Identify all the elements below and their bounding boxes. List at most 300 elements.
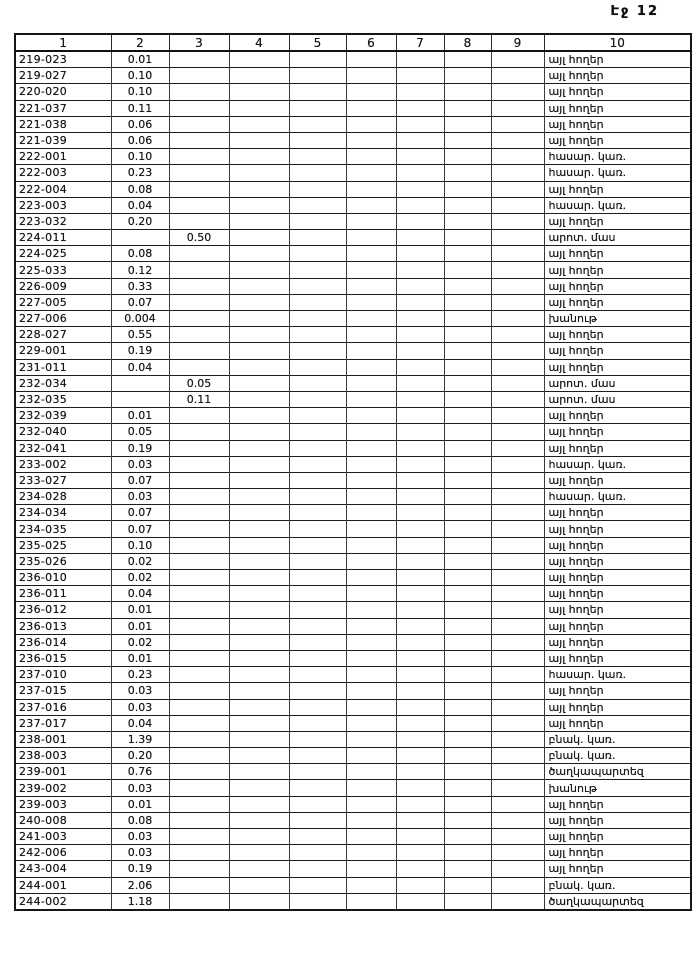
cell-empty xyxy=(396,699,444,715)
cell-empty xyxy=(229,602,289,618)
cell-empty xyxy=(289,132,346,148)
cell-empty xyxy=(229,796,289,812)
cell-area-col3 xyxy=(169,877,229,893)
cell-area-col3 xyxy=(169,100,229,116)
cell-empty xyxy=(444,440,491,456)
cell-area-col3 xyxy=(169,553,229,569)
cell-empty xyxy=(346,327,396,343)
cell-empty xyxy=(346,553,396,569)
cell-empty xyxy=(346,84,396,100)
cell-empty xyxy=(491,213,544,229)
cell-empty xyxy=(229,149,289,165)
cell-empty xyxy=(491,893,544,910)
cell-empty xyxy=(229,877,289,893)
cell-empty xyxy=(346,246,396,262)
cell-empty xyxy=(229,181,289,197)
cell-empty xyxy=(396,618,444,634)
cell-empty xyxy=(491,197,544,213)
cell-area-col3 xyxy=(169,650,229,666)
cell-parcel-id: 219-027 xyxy=(15,68,111,84)
cell-empty xyxy=(229,618,289,634)
cell-parcel-id: 232-035 xyxy=(15,391,111,407)
cell-empty xyxy=(229,246,289,262)
cell-land-use: այլ հողեր xyxy=(544,812,691,828)
cell-area-col3 xyxy=(169,829,229,845)
cell-empty xyxy=(229,553,289,569)
cell-area-col2: 0.02 xyxy=(111,553,169,569)
cell-area-col2: 0.07 xyxy=(111,294,169,310)
cell-empty xyxy=(444,100,491,116)
cell-empty xyxy=(346,829,396,845)
cell-empty xyxy=(289,667,346,683)
cell-empty xyxy=(444,780,491,796)
cell-empty xyxy=(289,100,346,116)
cell-empty xyxy=(396,650,444,666)
cell-parcel-id: 240-008 xyxy=(15,812,111,828)
cell-empty xyxy=(346,100,396,116)
cell-empty xyxy=(229,424,289,440)
cell-land-use: այլ հողեր xyxy=(544,132,691,148)
cell-empty xyxy=(444,132,491,148)
cell-empty xyxy=(229,100,289,116)
table-row xyxy=(15,343,691,359)
table-row xyxy=(15,780,691,796)
cell-empty xyxy=(289,845,346,861)
cell-empty xyxy=(289,278,346,294)
cell-land-use: այլ հողեր xyxy=(544,699,691,715)
cell-empty xyxy=(289,861,346,877)
cell-parcel-id: 234-035 xyxy=(15,521,111,537)
cell-empty xyxy=(444,715,491,731)
cell-empty xyxy=(289,311,346,327)
cell-empty xyxy=(396,715,444,731)
cell-empty xyxy=(491,311,544,327)
cell-empty xyxy=(229,456,289,472)
cell-empty xyxy=(229,650,289,666)
cell-parcel-id: 232-041 xyxy=(15,440,111,456)
cell-area-col3 xyxy=(169,408,229,424)
cell-empty xyxy=(491,618,544,634)
cell-area-col2: 0.19 xyxy=(111,861,169,877)
cell-empty xyxy=(289,84,346,100)
cell-land-use: ծաղկապարտեզ xyxy=(544,893,691,910)
cell-empty xyxy=(396,262,444,278)
cell-area-col2: 0.11 xyxy=(111,100,169,116)
column-header-6: 6 xyxy=(346,34,396,51)
cell-empty xyxy=(444,311,491,327)
column-header-3: 3 xyxy=(169,34,229,51)
cell-area-col2: 0.07 xyxy=(111,505,169,521)
cell-parcel-id: 237-010 xyxy=(15,667,111,683)
cell-empty xyxy=(491,845,544,861)
cell-empty xyxy=(444,634,491,650)
table-row xyxy=(15,68,691,84)
cell-parcel-id: 239-003 xyxy=(15,796,111,812)
cell-area-col2: 0.05 xyxy=(111,424,169,440)
cell-area-col3 xyxy=(169,602,229,618)
cell-empty xyxy=(346,213,396,229)
cell-empty xyxy=(491,634,544,650)
cell-empty xyxy=(491,359,544,375)
cell-parcel-id: 234-028 xyxy=(15,489,111,505)
cell-area-col3 xyxy=(169,197,229,213)
cell-parcel-id: 232-034 xyxy=(15,375,111,391)
table-row xyxy=(15,375,691,391)
cell-land-use: այլ հողեր xyxy=(544,68,691,84)
cell-empty xyxy=(346,165,396,181)
cell-empty xyxy=(396,327,444,343)
cell-empty xyxy=(491,440,544,456)
cell-land-use: այլ հողեր xyxy=(544,294,691,310)
cell-area-col3 xyxy=(169,213,229,229)
cell-area-col3 xyxy=(169,537,229,553)
cell-empty xyxy=(491,327,544,343)
cell-land-use: այլ հողեր xyxy=(544,602,691,618)
cell-empty xyxy=(491,149,544,165)
cell-area-col2: 0.03 xyxy=(111,780,169,796)
cell-empty xyxy=(396,472,444,488)
cell-parcel-id: 236-015 xyxy=(15,650,111,666)
cell-area-col2: 0.04 xyxy=(111,586,169,602)
cell-area-col2: 0.03 xyxy=(111,489,169,505)
cell-area-col2: 0.01 xyxy=(111,602,169,618)
cell-empty xyxy=(396,68,444,84)
cell-empty xyxy=(491,424,544,440)
cell-parcel-id: 225-033 xyxy=(15,262,111,278)
cell-empty xyxy=(491,246,544,262)
cell-empty xyxy=(346,440,396,456)
cell-empty xyxy=(444,748,491,764)
cell-parcel-id: 222-004 xyxy=(15,181,111,197)
cell-empty xyxy=(444,197,491,213)
cell-empty xyxy=(396,667,444,683)
cell-parcel-id: 241-003 xyxy=(15,829,111,845)
cell-land-use: այլ հողեր xyxy=(544,715,691,731)
cell-area-col3 xyxy=(169,165,229,181)
page-number-label: Էջ 12 xyxy=(610,4,659,19)
cell-empty xyxy=(444,586,491,602)
cell-empty xyxy=(229,84,289,100)
cell-empty xyxy=(229,311,289,327)
cell-parcel-id: 239-002 xyxy=(15,780,111,796)
parcel-table xyxy=(14,33,692,911)
column-header-10: 10 xyxy=(544,34,691,51)
cell-empty xyxy=(444,602,491,618)
table-row xyxy=(15,440,691,456)
table-row xyxy=(15,650,691,666)
cell-empty xyxy=(229,505,289,521)
cell-empty xyxy=(491,796,544,812)
cell-empty xyxy=(396,796,444,812)
cell-parcel-id: 221-038 xyxy=(15,116,111,132)
cell-area-col2: 0.20 xyxy=(111,748,169,764)
cell-land-use: այլ հողեր xyxy=(544,861,691,877)
cell-empty xyxy=(396,505,444,521)
cell-area-col3 xyxy=(169,796,229,812)
cell-empty xyxy=(396,570,444,586)
cell-parcel-id: 228-027 xyxy=(15,327,111,343)
cell-area-col2: 1.18 xyxy=(111,893,169,910)
cell-empty xyxy=(396,311,444,327)
cell-empty xyxy=(491,650,544,666)
cell-land-use: բնակ. կառ. xyxy=(544,748,691,764)
cell-empty xyxy=(289,51,346,68)
cell-parcel-id: 232-039 xyxy=(15,408,111,424)
cell-parcel-id: 235-026 xyxy=(15,553,111,569)
cell-land-use: ծաղկապարտեզ xyxy=(544,764,691,780)
cell-empty xyxy=(346,764,396,780)
table-row xyxy=(15,327,691,343)
table-row xyxy=(15,505,691,521)
cell-land-use: արոտ. մաս xyxy=(544,230,691,246)
cell-land-use: այլ հողեր xyxy=(544,408,691,424)
cell-empty xyxy=(396,764,444,780)
cell-empty xyxy=(229,586,289,602)
cell-empty xyxy=(491,505,544,521)
column-header-7: 7 xyxy=(396,34,444,51)
cell-area-col3 xyxy=(169,278,229,294)
cell-empty xyxy=(396,748,444,764)
cell-empty xyxy=(444,165,491,181)
table-row xyxy=(15,715,691,731)
cell-land-use: հասար. կառ. xyxy=(544,165,691,181)
cell-empty xyxy=(491,537,544,553)
cell-empty xyxy=(444,699,491,715)
table-row xyxy=(15,262,691,278)
cell-empty xyxy=(229,51,289,68)
cell-area-col3: 0.11 xyxy=(169,391,229,407)
cell-empty xyxy=(229,748,289,764)
table-row xyxy=(15,796,691,812)
cell-empty xyxy=(346,424,396,440)
cell-empty xyxy=(491,116,544,132)
cell-land-use: այլ հողեր xyxy=(544,84,691,100)
cell-empty xyxy=(346,650,396,666)
cell-empty xyxy=(396,634,444,650)
cell-area-col3 xyxy=(169,586,229,602)
cell-land-use: այլ հողեր xyxy=(544,246,691,262)
cell-empty xyxy=(491,877,544,893)
cell-parcel-id: 227-005 xyxy=(15,294,111,310)
table-row xyxy=(15,748,691,764)
table-row xyxy=(15,116,691,132)
cell-parcel-id: 223-003 xyxy=(15,197,111,213)
table-header-row xyxy=(15,34,691,51)
cell-empty xyxy=(396,51,444,68)
cell-empty xyxy=(396,893,444,910)
table-row xyxy=(15,149,691,165)
cell-empty xyxy=(396,553,444,569)
column-header-4: 4 xyxy=(229,34,289,51)
cell-empty xyxy=(444,456,491,472)
cell-empty xyxy=(346,68,396,84)
table-row xyxy=(15,165,691,181)
cell-empty xyxy=(444,213,491,229)
cell-land-use: այլ հողեր xyxy=(544,278,691,294)
table-row xyxy=(15,489,691,505)
cell-land-use: արոտ. մաս xyxy=(544,391,691,407)
cell-empty xyxy=(444,650,491,666)
cell-empty xyxy=(444,246,491,262)
cell-empty xyxy=(491,521,544,537)
cell-empty xyxy=(346,699,396,715)
cell-empty xyxy=(229,715,289,731)
cell-parcel-id: 234-034 xyxy=(15,505,111,521)
cell-parcel-id: 236-012 xyxy=(15,602,111,618)
cell-empty xyxy=(491,667,544,683)
cell-empty xyxy=(491,586,544,602)
table-row xyxy=(15,618,691,634)
table-row xyxy=(15,586,691,602)
cell-empty xyxy=(346,715,396,731)
cell-empty xyxy=(289,375,346,391)
cell-empty xyxy=(491,181,544,197)
cell-empty xyxy=(346,893,396,910)
cell-empty xyxy=(491,748,544,764)
cell-land-use: հասար. կառ. xyxy=(544,456,691,472)
table-body xyxy=(15,51,691,910)
cell-land-use: այլ հողեր xyxy=(544,424,691,440)
cell-area-col2: 0.10 xyxy=(111,68,169,84)
cell-area-col3 xyxy=(169,731,229,747)
cell-empty xyxy=(444,845,491,861)
cell-empty xyxy=(229,489,289,505)
cell-area-col2: 0.07 xyxy=(111,521,169,537)
cell-area-col3 xyxy=(169,132,229,148)
cell-empty xyxy=(289,602,346,618)
cell-empty xyxy=(444,359,491,375)
cell-land-use: այլ հողեր xyxy=(544,521,691,537)
cell-empty xyxy=(491,230,544,246)
cell-empty xyxy=(444,537,491,553)
cell-area-col2: 0.20 xyxy=(111,213,169,229)
cell-parcel-id: 238-003 xyxy=(15,748,111,764)
cell-empty xyxy=(346,359,396,375)
cell-empty xyxy=(396,246,444,262)
cell-empty xyxy=(491,68,544,84)
cell-empty xyxy=(491,278,544,294)
cell-empty xyxy=(346,181,396,197)
cell-empty xyxy=(346,667,396,683)
cell-parcel-id: 222-003 xyxy=(15,165,111,181)
cell-parcel-id: 243-004 xyxy=(15,861,111,877)
cell-empty xyxy=(444,731,491,747)
cell-parcel-id: 233-027 xyxy=(15,472,111,488)
cell-empty xyxy=(396,343,444,359)
cell-empty xyxy=(229,375,289,391)
cell-parcel-id: 219-023 xyxy=(15,51,111,68)
cell-empty xyxy=(444,84,491,100)
cell-empty xyxy=(229,68,289,84)
cell-empty xyxy=(444,764,491,780)
cell-area-col2: 0.03 xyxy=(111,829,169,845)
cell-empty xyxy=(346,132,396,148)
cell-empty xyxy=(396,230,444,246)
cell-empty xyxy=(289,181,346,197)
cell-parcel-id: 224-011 xyxy=(15,230,111,246)
cell-area-col3 xyxy=(169,683,229,699)
cell-empty xyxy=(491,408,544,424)
cell-empty xyxy=(396,116,444,132)
cell-land-use: այլ հողեր xyxy=(544,440,691,456)
cell-area-col3 xyxy=(169,51,229,68)
cell-empty xyxy=(491,343,544,359)
cell-empty xyxy=(289,715,346,731)
table-row xyxy=(15,877,691,893)
cell-area-col2: 0.76 xyxy=(111,764,169,780)
cell-empty xyxy=(491,829,544,845)
cell-empty xyxy=(289,68,346,84)
cell-empty xyxy=(444,829,491,845)
cell-empty xyxy=(346,570,396,586)
cell-land-use: բնակ. կառ. xyxy=(544,731,691,747)
cell-area-col3 xyxy=(169,440,229,456)
cell-empty xyxy=(346,262,396,278)
cell-empty xyxy=(289,829,346,845)
cell-empty xyxy=(289,505,346,521)
cell-empty xyxy=(229,634,289,650)
cell-empty xyxy=(444,505,491,521)
cell-empty xyxy=(444,796,491,812)
cell-parcel-id: 244-002 xyxy=(15,893,111,910)
cell-empty xyxy=(491,391,544,407)
cell-area-col2: 0.04 xyxy=(111,715,169,731)
cell-empty xyxy=(346,230,396,246)
cell-empty xyxy=(444,683,491,699)
cell-parcel-id: 220-020 xyxy=(15,84,111,100)
table-row xyxy=(15,829,691,845)
cell-area-col2: 0.01 xyxy=(111,618,169,634)
cell-empty xyxy=(289,116,346,132)
cell-empty xyxy=(444,391,491,407)
table-row xyxy=(15,84,691,100)
cell-empty xyxy=(346,731,396,747)
cell-area-col3 xyxy=(169,521,229,537)
table-row xyxy=(15,570,691,586)
cell-empty xyxy=(444,812,491,828)
cell-empty xyxy=(346,489,396,505)
cell-area-col2: 0.55 xyxy=(111,327,169,343)
cell-empty xyxy=(396,537,444,553)
cell-empty xyxy=(289,327,346,343)
cell-area-col3 xyxy=(169,634,229,650)
cell-empty xyxy=(396,521,444,537)
cell-empty xyxy=(346,602,396,618)
cell-parcel-id: 236-013 xyxy=(15,618,111,634)
cell-area-col3 xyxy=(169,149,229,165)
cell-area-col3 xyxy=(169,570,229,586)
table-row xyxy=(15,278,691,294)
cell-empty xyxy=(229,699,289,715)
cell-empty xyxy=(229,116,289,132)
table-row xyxy=(15,424,691,440)
cell-area-col3 xyxy=(169,116,229,132)
cell-empty xyxy=(444,553,491,569)
cell-area-col2: 0.04 xyxy=(111,197,169,213)
cell-land-use: այլ հողեր xyxy=(544,262,691,278)
cell-empty xyxy=(396,602,444,618)
cell-land-use: այլ հողեր xyxy=(544,100,691,116)
table-row xyxy=(15,456,691,472)
cell-empty xyxy=(229,764,289,780)
table-row xyxy=(15,812,691,828)
cell-empty xyxy=(346,375,396,391)
cell-empty xyxy=(444,278,491,294)
cell-empty xyxy=(396,877,444,893)
cell-parcel-id: 244-001 xyxy=(15,877,111,893)
cell-land-use: այլ հողեր xyxy=(544,213,691,229)
cell-empty xyxy=(346,634,396,650)
